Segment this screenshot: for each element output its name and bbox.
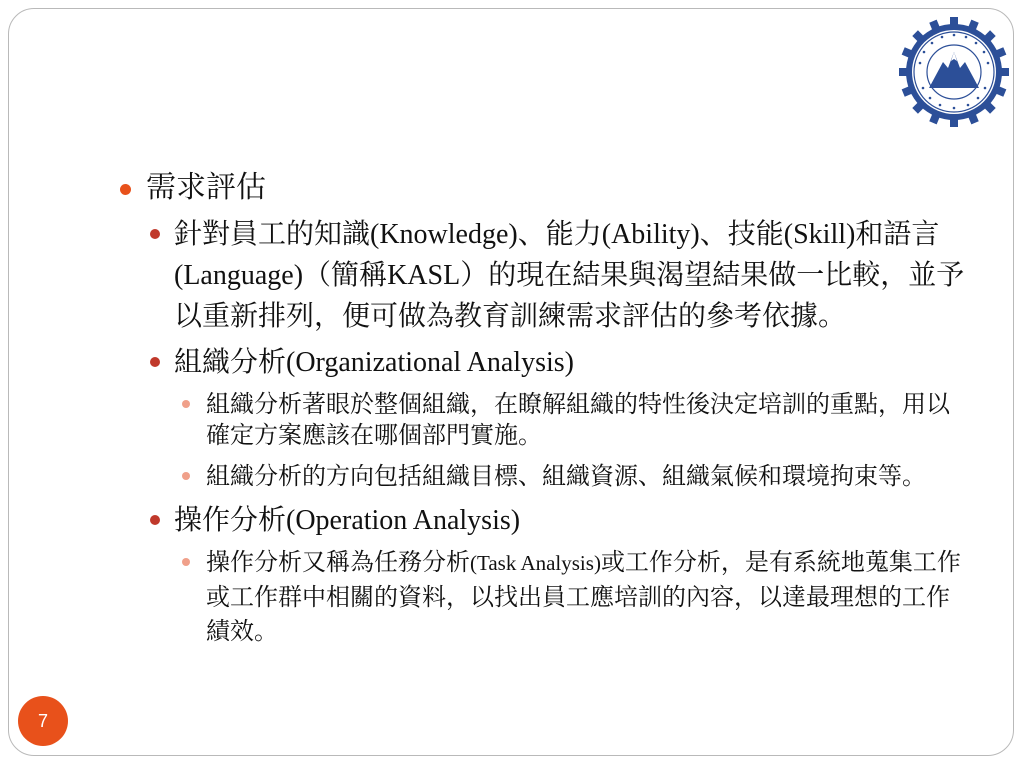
bullet-needs-detail: 針對員工的知識(Knowledge)、能力(Ability)、技能(Skill)和語言(Language)（簡稱KASL）的現在結果與渴望結果做一比較，並予以重新排列，便可做為教育訓練需求評估的參考依據。 xyxy=(150,214,970,336)
bullet-dot-icon xyxy=(120,184,131,195)
bullet-list xyxy=(120,170,970,648)
bullet-op-point: 操作分析又稱為任務分析(Task Analysis)或工作分析，是有系統地蒐集工作或工作群中相關的資料，以找出員工應培訓的內容，以達最理想的工作績效。 xyxy=(182,545,970,648)
bullet-dot-icon xyxy=(182,472,190,480)
institute-seal-icon xyxy=(898,16,1010,128)
bullet-dot-icon xyxy=(150,357,160,367)
bullet-dot-icon xyxy=(150,515,160,525)
bullet-needs-assessment: 需求評估 xyxy=(120,170,970,206)
bullet-organizational-analysis: 組織分析(Organizational Analysis) xyxy=(150,342,970,383)
page-number-badge: 7 xyxy=(18,696,68,746)
bullet-operation-analysis: 操作分析(Operation Analysis) xyxy=(150,500,970,541)
bullet-org-point-2: 組織分析的方向包括組織目標、組織資源、組織氣候和環境拘束等。 xyxy=(182,461,970,492)
bullet-dot-icon xyxy=(182,400,190,408)
bullet-dot-icon xyxy=(182,558,190,566)
bullet-org-point-1: 組織分析著眼於整個組織，在瞭解組織的特性後決定培訓的重點，用以確定方案應該在哪個部門實施。 xyxy=(182,389,970,451)
bullet-dot-icon xyxy=(150,229,160,239)
